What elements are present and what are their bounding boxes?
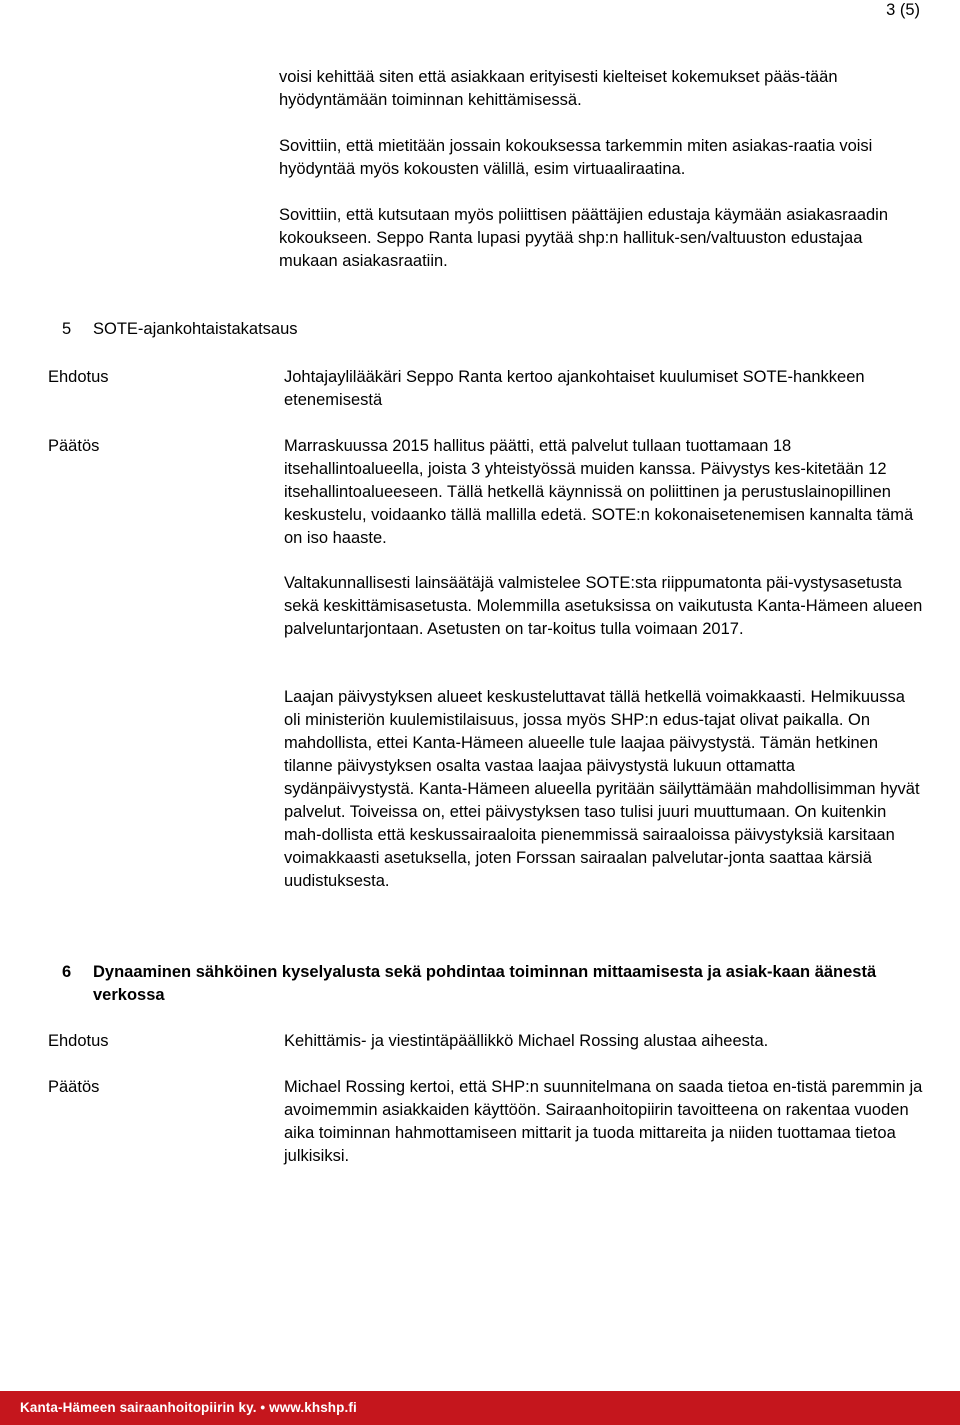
page-number: 3 (5) [886, 1, 920, 19]
section-6-proposal-label: Ehdotus [48, 1032, 109, 1050]
footer-bar [0, 1391, 960, 1425]
intro-paragraph-1: voisi kehittää siten että asiakkaan erityisesti kielteiset kokemukset pääs-tään hyödyntämään toiminnan kehittämisessä. [279, 68, 838, 109]
section-5-decision-paragraph-3: Laajan päivystyksen alueet keskusteluttavat tällä hetkellä voimakkaasti. Helmikuussa oli ministeriön kuulemistilaisuus, jossa myös SHP:n edus-tajat olivat paikalla. On mahdollista, ettei Kanta-Hämeen alueelle tule laajaa päivystystä. Tämän hetkinen tilanne päivystyksen osalta vastaa laajaa päivystystä lukuun ottamatta sydänpäivystystä. Kanta-Hämeen alueella pyritään säilyttämään mahdollisimman hyvät palvelut. Toiveissa on, ettei päivystyksen taso tulisi juuri muuttumaan. On kuitenkin mah-dollista että keskussairaaloita pienemmissä sairaaloissa päivystyksiä karsitaan voimakkaasti asetuksella, joten Forssan sairaalan palvelutar-jonta saattaa kärsiä uudistuksesta. [284, 688, 920, 890]
section-6-decision-text: Michael Rossing kertoi, että SHP:n suunnitelmana on saada tietoa en-tistä paremmin ja avoimemmin asiakkaiden käyttöön. Sairaanhoitopiirin tavoitteena on rakentaa vuoden aika toiminnan hahmottamiseen mittarit ja tuoda mittareita ja niiden tuottamaa tietoa julkisiksi. [284, 1078, 923, 1165]
section-5-proposal-label: Ehdotus [48, 368, 109, 386]
section-5-proposal-text: Johtajaylilääkäri Seppo Ranta kertoo ajankohtaiset kuulumiset SOTE-hankkeen etenemisestä [284, 368, 865, 409]
section-6-proposal-text: Kehittämis- ja viestintäpäällikkö Michael Rossing alustaa aiheesta. [284, 1032, 769, 1050]
footer-text: Kanta-Hämeen sairaanhoitopiirin ky. • www.khshp.fi [20, 1400, 357, 1415]
section-6-decision-label: Päätös [48, 1078, 100, 1096]
section-5-title: SOTE-ajankohtaistakatsaus [93, 320, 298, 338]
intro-paragraph-3: Sovittiin, että kutsutaan myös poliittisen päättäjien edustaja käymään asiakasraadin kokoukseen. Seppo Ranta lupasi pyytää shp:n hallituk-sen/valtuuston edustajaa mukaan asiakasraatiin. [279, 206, 889, 270]
intro-paragraph-2: Sovittiin, että mietitään jossain kokouksessa tarkemmin miten asiakas-raatia voisi hyödyntää myös kokousten välillä, esim virtuaaliraatina. [279, 137, 873, 178]
section-5-decision-paragraph-1: Marraskuussa 2015 hallitus päätti, että palvelut tullaan tuottamaan 18 itsehallintoalueella, joista 3 yhteistyössä muiden kanssa. Päivystys kes-kitetään 12 itsehallintoalueeseen. Tällä hetkellä käynnissä on poliittinen ja perustuslainopillinen keskustelu, voidaanko tällä mallilla edetä. SOTE:n kokonaisetenemisen kannalta tämä on iso haaste. [284, 437, 914, 547]
section-5-number: 5 [62, 320, 72, 338]
section-6-title: Dynaaminen sähköinen kyselyalusta sekä pohdintaa toiminnan mittaamisesta ja asiak-kaan äänestä verkossa [93, 963, 877, 1004]
section-6-number: 6 [62, 963, 72, 981]
section-5-decision-label: Päätös [48, 437, 100, 455]
section-5-decision-paragraph-2: Valtakunnallisesti lainsäätäjä valmistelee SOTE:sta riippumatonta päi-vystysasetusta sekä keskittämisasetusta. Molemmilla asetuksissa on vaikutusta Kanta-Hämeen alueen palveluntarjontaan. Asetusten on tar-koitus tulla voimaan 2017. [284, 574, 923, 638]
